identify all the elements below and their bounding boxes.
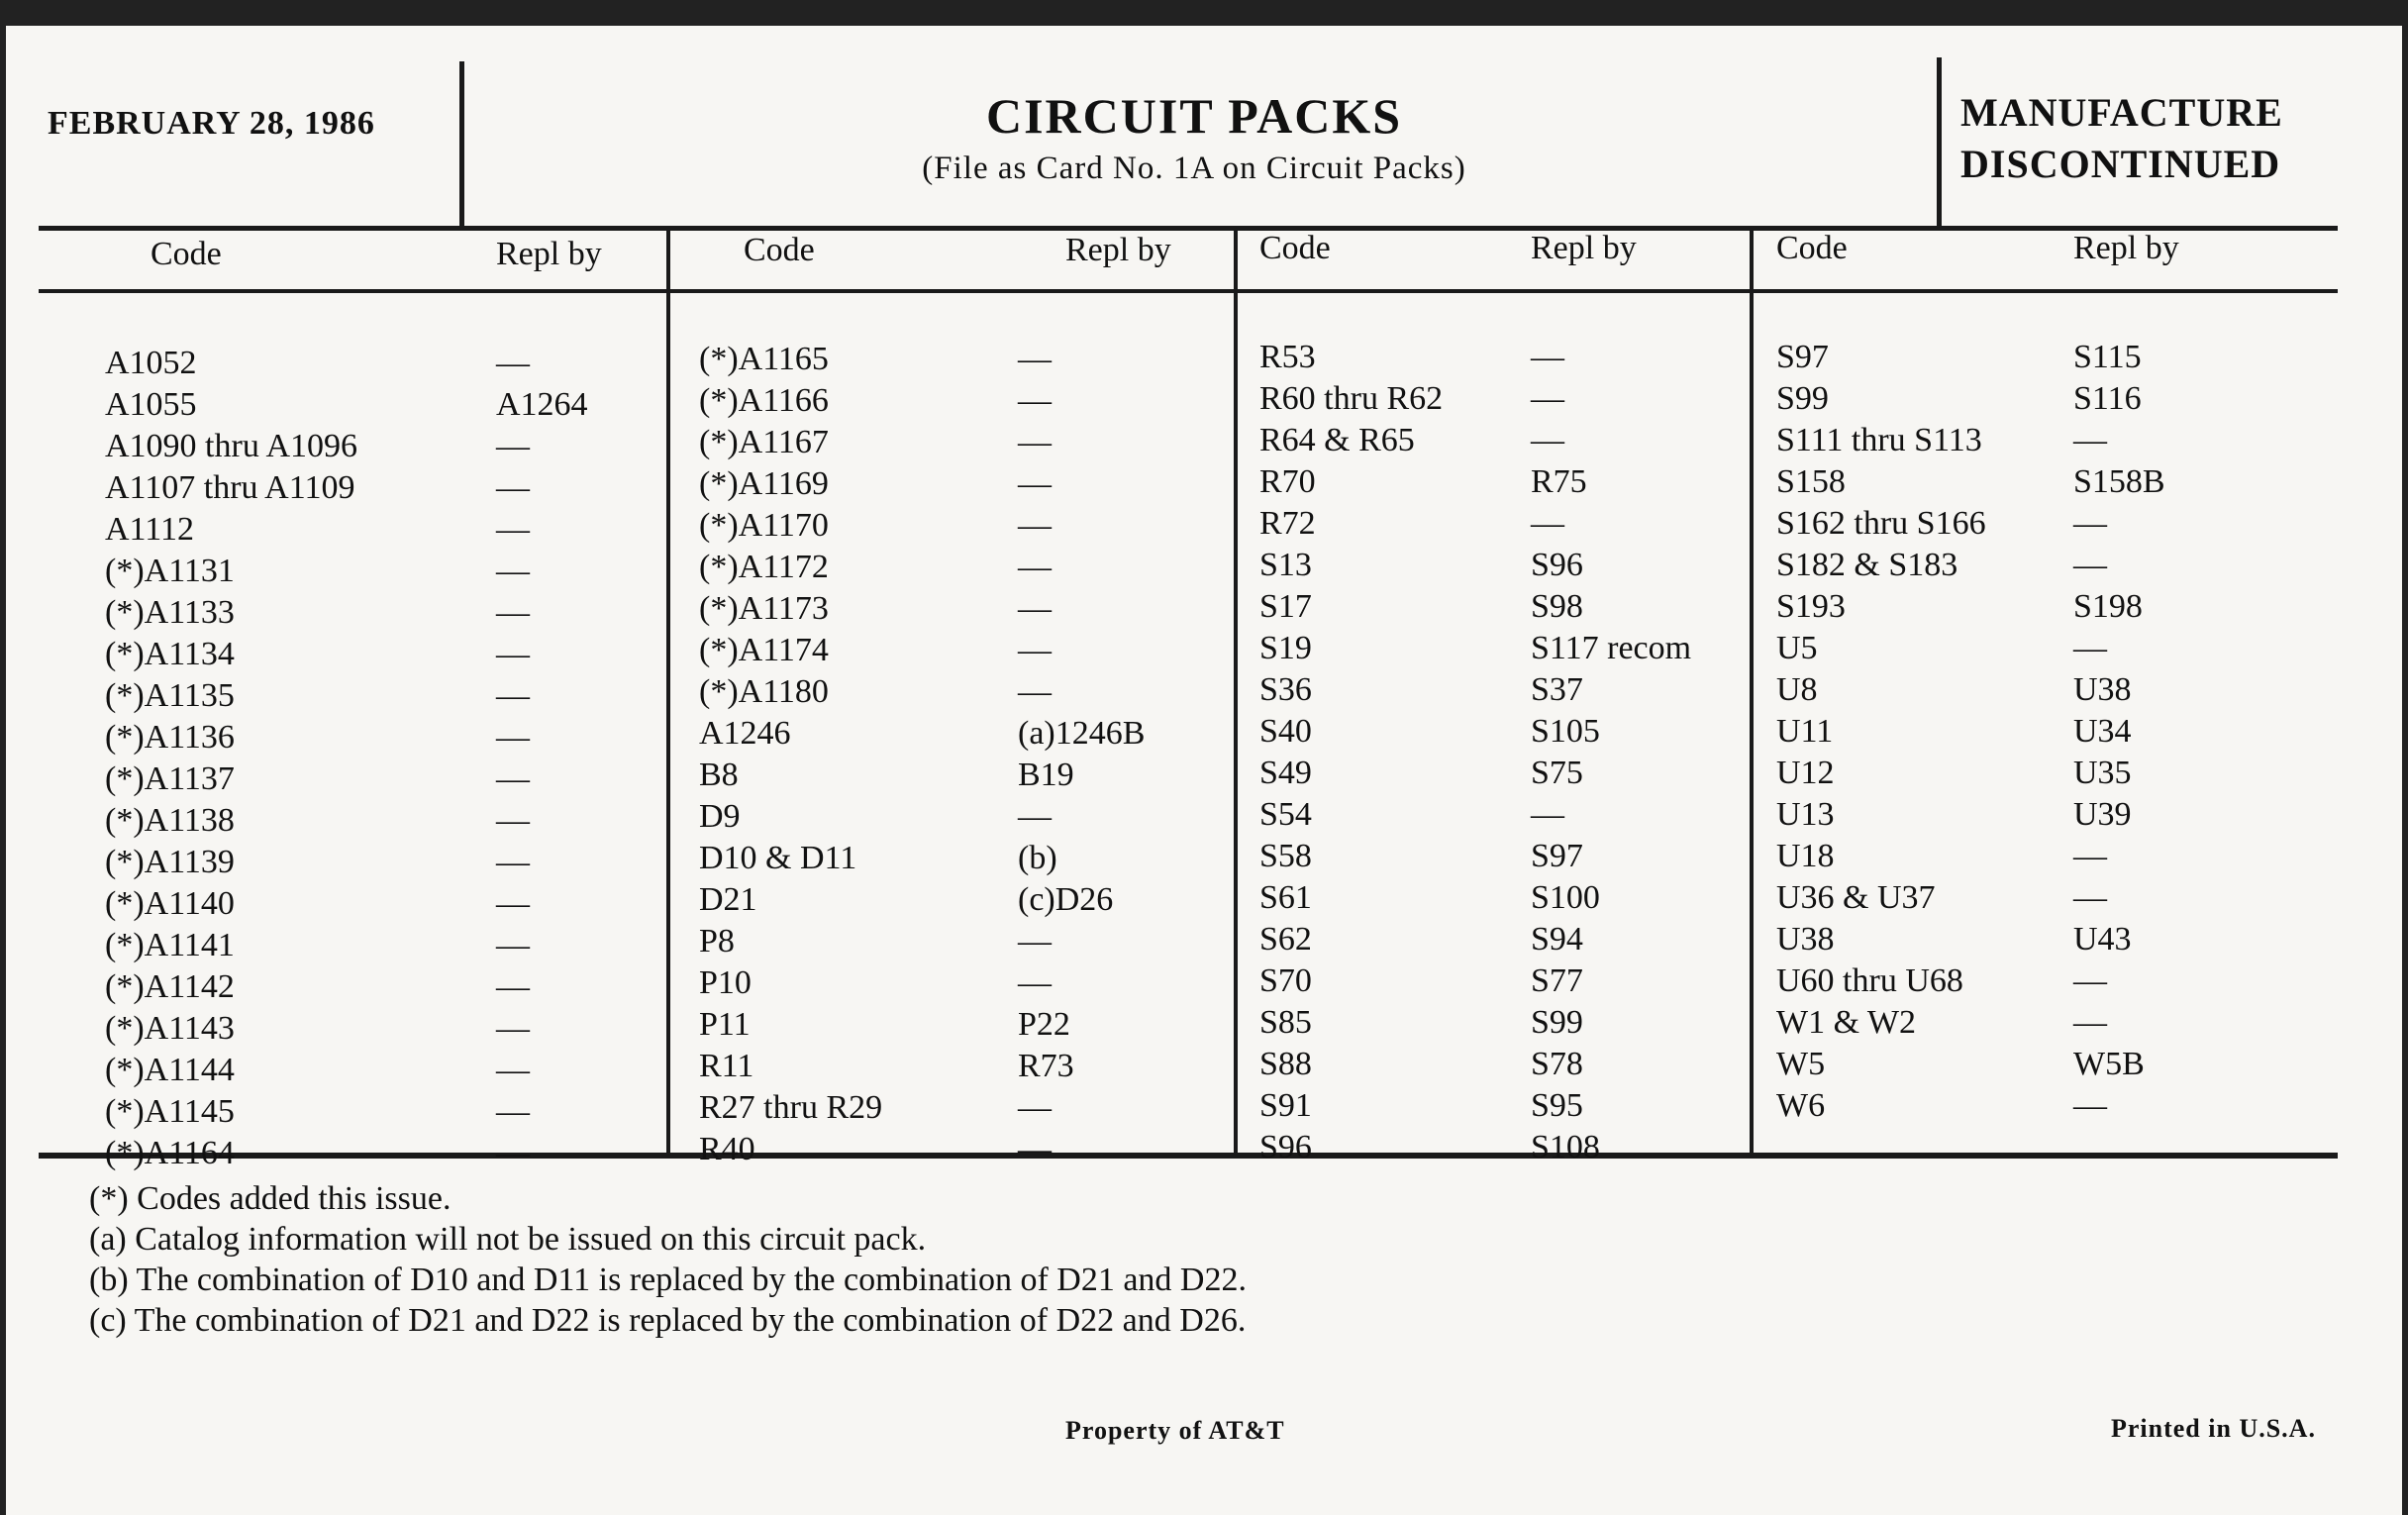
- table-cell-repl: —: [1018, 1089, 1052, 1126]
- table-cell-repl: —: [2073, 879, 2107, 916]
- table-cell-code: R27 thru R29: [699, 1089, 883, 1126]
- table-cell-code: (*)A1131: [105, 553, 235, 589]
- column-3-codes: [1259, 337, 1443, 1168]
- column-header-repl-by: Repl by: [2073, 230, 2179, 266]
- table-cell-code: R11: [699, 1048, 754, 1084]
- table-cell-repl: —: [1018, 798, 1052, 835]
- issue-date: FEBRUARY 28, 1986: [48, 105, 375, 142]
- table-cell-code: (*)A1165: [699, 341, 829, 377]
- table-cell-code: R72: [1259, 505, 1316, 542]
- table-cell-code: (*)A1137: [105, 760, 235, 797]
- column-divider-3: [1750, 230, 1754, 1155]
- table-cell-code: S96: [1259, 1129, 1312, 1165]
- column-1-replacements: [496, 343, 588, 1174]
- table-cell-repl: —: [496, 968, 530, 1005]
- table-cell-code: B8: [699, 757, 739, 793]
- table-cell-code: (*)A1140: [105, 885, 235, 922]
- table-cell-code: P8: [699, 923, 735, 960]
- table-cell-code: S85: [1259, 1004, 1312, 1041]
- table-cell-code: S70: [1259, 962, 1312, 999]
- table-cell-code: (*)A1133: [105, 594, 235, 631]
- footnotes: [89, 1178, 1247, 1341]
- table-cell-code: R53: [1259, 339, 1316, 375]
- column-header-repl-by: Repl by: [1065, 232, 1171, 268]
- table-cell-code: (*)A1145: [105, 1093, 235, 1130]
- table-cell-code: S88: [1259, 1046, 1312, 1082]
- status-line-2: DISCONTINUED: [1960, 142, 2281, 186]
- table-cell-repl: —: [1018, 465, 1052, 502]
- table-cell-repl: U34: [2073, 713, 2132, 750]
- table-cell-code: S99: [1776, 380, 1829, 417]
- table-cell-repl: S105: [1531, 713, 1600, 750]
- table-cell-code: A1052: [105, 345, 197, 381]
- table-cell-repl: —: [496, 1093, 530, 1130]
- table-cell-repl: —: [1018, 382, 1052, 419]
- table-cell-repl: —: [2073, 505, 2107, 542]
- table-cell-code: S162 thru S166: [1776, 505, 1986, 542]
- table-cell-code: A1090 thru A1096: [105, 428, 357, 464]
- table-cell-repl: —: [1018, 424, 1052, 460]
- table-cell-repl: —: [2073, 1087, 2107, 1124]
- table-cell-code: S91: [1259, 1087, 1312, 1124]
- column-4-codes: [1776, 337, 1986, 1127]
- table-cell-repl: S108: [1531, 1129, 1600, 1165]
- table-cell-repl: —: [1531, 796, 1564, 833]
- table-cell-repl: S78: [1531, 1046, 1583, 1082]
- table-cell-code: (*)A1170: [699, 507, 829, 544]
- table-cell-repl: R73: [1018, 1048, 1074, 1084]
- table-cell-code: W1 & W2: [1776, 1004, 1917, 1041]
- table-cell-code: (*)A1138: [105, 802, 235, 839]
- table-cell-repl: —: [496, 802, 530, 839]
- table-cell-code: (*)A1173: [699, 590, 829, 627]
- table-cell-code: S111 thru S113: [1776, 422, 1982, 458]
- table-cell-repl: —: [1018, 632, 1052, 668]
- table-cell-code: U36 & U37: [1776, 879, 1936, 916]
- column-header-code: Code: [744, 232, 815, 268]
- table-cell-code: (*)A1180: [699, 673, 829, 710]
- table-cell-code: (*)A1139: [105, 844, 235, 880]
- table-cell-repl: W5B: [2073, 1046, 2145, 1082]
- table-cell-code: S193: [1776, 588, 1846, 625]
- table-cell-code: S36: [1259, 671, 1312, 708]
- table-cell-repl: —: [1018, 590, 1052, 627]
- table-cell-code: D10 & D11: [699, 840, 857, 876]
- header-divider-right: [1937, 57, 1942, 230]
- table-cell-repl: P22: [1018, 1006, 1070, 1043]
- table-cell-code: A1107 thru A1109: [105, 469, 355, 506]
- column-divider-2: [1234, 230, 1238, 1155]
- table-cell-code: (*)A1143: [105, 1010, 235, 1047]
- table-cell-code: U8: [1776, 671, 1818, 708]
- table-cell-repl: —: [1531, 339, 1564, 375]
- table-cell-repl: —: [496, 636, 530, 672]
- column-header-code: Code: [1776, 230, 1848, 266]
- table-cell-repl: —: [496, 885, 530, 922]
- table-cell-repl: —: [2073, 838, 2107, 874]
- table-cell-repl: —: [496, 428, 530, 464]
- table-cell-code: S62: [1259, 921, 1312, 958]
- table-cell-code: R40: [699, 1131, 755, 1167]
- table-bottom-rule: [39, 1153, 2338, 1159]
- table-cell-repl: U39: [2073, 796, 2132, 833]
- table-cell-code: D9: [699, 798, 741, 835]
- table-cell-repl: (c)D26: [1018, 881, 1114, 918]
- table-cell-repl: S97: [1531, 838, 1583, 874]
- table-cell-repl: S77: [1531, 962, 1583, 999]
- column-2-codes: [699, 339, 882, 1170]
- table-cell-repl: —: [496, 677, 530, 714]
- footnote: (a) Catalog information will not be issued on this circuit pack.: [89, 1221, 927, 1258]
- footnote: (b) The combination of D10 and D11 is replaced by the combination of D21 and D22.: [89, 1262, 1247, 1298]
- table-cell-code: (*)A1174: [699, 632, 829, 668]
- table-cell-repl: —: [496, 594, 530, 631]
- table-cell-code: U13: [1776, 796, 1835, 833]
- table-cell-code: A1112: [105, 511, 195, 548]
- table-cell-repl: S75: [1531, 755, 1583, 791]
- table-cell-repl: —: [2073, 422, 2107, 458]
- footnote: (*) Codes added this issue.: [89, 1180, 452, 1217]
- table-cell-repl: —: [496, 345, 530, 381]
- table-cell-code: U60 thru U68: [1776, 962, 1963, 999]
- table-cell-code: S54: [1259, 796, 1312, 833]
- column-header-repl-by: Repl by: [496, 236, 602, 272]
- table-cell-repl: —: [1531, 422, 1564, 458]
- table-cell-code: (*)A1135: [105, 677, 235, 714]
- table-cell-code: S19: [1259, 630, 1312, 666]
- table-cell-repl: S100: [1531, 879, 1600, 916]
- table-cell-repl: —: [1018, 673, 1052, 710]
- table-cell-code: (*)A1169: [699, 465, 829, 502]
- column-header-repl-by: Repl by: [1531, 230, 1637, 266]
- table-cell-repl: —: [1018, 507, 1052, 544]
- status-line-1: MANUFACTURE: [1960, 90, 2283, 135]
- page-title: CIRCUIT PACKS: [985, 88, 1403, 144]
- table-cell-code: (*)A1141: [105, 927, 235, 963]
- table-cell-repl: —: [1018, 341, 1052, 377]
- column-2-replacements: [1018, 339, 1145, 1170]
- table-cell-repl: —: [496, 760, 530, 797]
- catalog-card: [6, 26, 2402, 1515]
- table-cell-repl: —: [496, 553, 530, 589]
- table-cell-code: S61: [1259, 879, 1312, 916]
- table-cell-code: R70: [1259, 463, 1316, 500]
- table-cell-code: S182 & S183: [1776, 547, 1958, 583]
- table-cell-repl: S99: [1531, 1004, 1583, 1041]
- table-cell-code: (*)A1134: [105, 636, 235, 672]
- table-cell-code: W5: [1776, 1046, 1826, 1082]
- table-cell-code: (*)A1136: [105, 719, 235, 756]
- table-cell-code: S17: [1259, 588, 1312, 625]
- table-cell-repl: S158B: [2073, 463, 2165, 500]
- header-divider-left: [459, 61, 464, 230]
- table-cell-repl: —: [2073, 962, 2107, 999]
- column-header-code: Code: [1259, 230, 1331, 266]
- table-cell-code: R64 & R65: [1259, 422, 1415, 458]
- table-cell-code: (*)A1166: [699, 382, 829, 419]
- property-notice: Property of AT&T: [1065, 1416, 1285, 1445]
- table-cell-repl: —: [1531, 505, 1564, 542]
- table-cell-repl: (a)1246B: [1018, 715, 1146, 752]
- table-cell-repl: S115: [2073, 339, 2142, 375]
- table-cell-repl: A1264: [496, 386, 588, 423]
- table-cell-repl: —: [496, 1052, 530, 1088]
- table-cell-repl: —: [496, 844, 530, 880]
- footnote: (c) The combination of D21 and D22 is replaced by the combination of D22 and D26.: [89, 1302, 1247, 1339]
- table-cell-repl: —: [496, 511, 530, 548]
- table-cell-repl: U35: [2073, 755, 2132, 791]
- table-cell-code: D21: [699, 881, 757, 918]
- table-cell-code: U12: [1776, 755, 1835, 791]
- table-cell-code: A1246: [699, 715, 791, 752]
- table-cell-code: S40: [1259, 713, 1312, 750]
- table-cell-repl: S98: [1531, 588, 1583, 625]
- table-cell-code: P10: [699, 964, 752, 1001]
- table-cell-repl: S198: [2073, 588, 2143, 625]
- table-top-rule: [39, 226, 2338, 231]
- table-cell-repl: (b): [1018, 840, 1057, 876]
- table-cell-code: S13: [1259, 547, 1312, 583]
- table-cell-code: U38: [1776, 921, 1835, 958]
- column-3-replacements: [1531, 337, 1691, 1168]
- table-cell-repl: —: [2073, 1004, 2107, 1041]
- table-cell-repl: B19: [1018, 757, 1074, 793]
- table-cell-repl: —: [2073, 547, 2107, 583]
- table-cell-repl: —: [1018, 549, 1052, 585]
- column-1-codes: [105, 343, 357, 1174]
- table-cell-code: U18: [1776, 838, 1835, 874]
- table-cell-code: R60 thru R62: [1259, 380, 1444, 417]
- table-cell-code: S49: [1259, 755, 1312, 791]
- table-cell-code: A1055: [105, 386, 197, 423]
- table-cell-code: (*)A1164: [105, 1135, 235, 1171]
- table-cell-repl: S117 recom: [1531, 630, 1692, 666]
- table-cell-code: S97: [1776, 339, 1829, 375]
- table-cell-code: W6: [1776, 1087, 1826, 1124]
- table-cell-code: S58: [1259, 838, 1312, 874]
- table-header-rule: [39, 289, 2338, 293]
- table-cell-repl: —: [496, 469, 530, 506]
- table-cell-repl: R75: [1531, 463, 1587, 500]
- table-cell-repl: —: [496, 719, 530, 756]
- column-divider-1: [666, 230, 670, 1155]
- column-4-replacements: [2073, 337, 2165, 1127]
- table-cell-code: S158: [1776, 463, 1846, 500]
- table-cell-code: P11: [699, 1006, 751, 1043]
- table-cell-code: (*)A1172: [699, 549, 829, 585]
- table-cell-code: (*)A1167: [699, 424, 829, 460]
- table-cell-repl: S116: [2073, 380, 2142, 417]
- table-cell-repl: —: [1018, 964, 1052, 1001]
- table-cell-repl: S95: [1531, 1087, 1583, 1124]
- table-cell-repl: —: [496, 927, 530, 963]
- table-cell-repl: —: [1018, 1131, 1052, 1167]
- table-cell-repl: S37: [1531, 671, 1583, 708]
- page-subtitle: (File as Card No. 1A on Circuit Packs): [922, 151, 1466, 186]
- column-header-code: Code: [150, 236, 222, 272]
- table-cell-repl: —: [496, 1010, 530, 1047]
- table-cell-repl: —: [496, 1135, 530, 1171]
- table-cell-repl: S94: [1531, 921, 1583, 958]
- table-cell-repl: U43: [2073, 921, 2132, 958]
- table-cell-repl: —: [1531, 380, 1564, 417]
- table-cell-repl: —: [1018, 923, 1052, 960]
- printed-notice: Printed in U.S.A.: [2111, 1414, 2316, 1443]
- table-cell-repl: S96: [1531, 547, 1583, 583]
- table-cell-code: (*)A1142: [105, 968, 235, 1005]
- table-cell-repl: —: [2073, 630, 2107, 666]
- table-cell-code: (*)A1144: [105, 1052, 235, 1088]
- table-cell-code: U11: [1776, 713, 1834, 750]
- table-cell-code: U5: [1776, 630, 1818, 666]
- table-cell-repl: U38: [2073, 671, 2132, 708]
